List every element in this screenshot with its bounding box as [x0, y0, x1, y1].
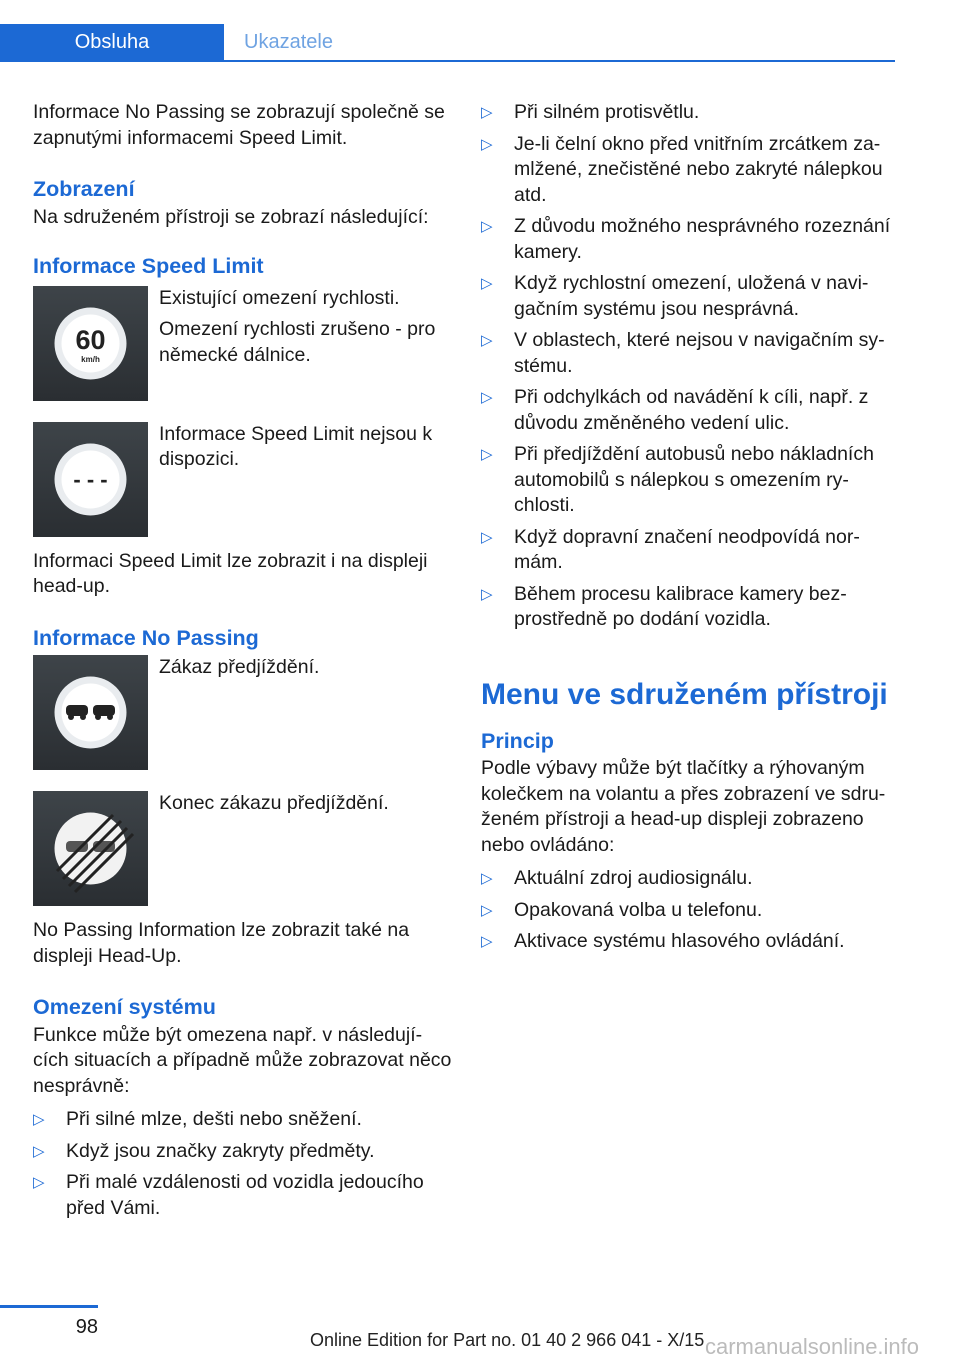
speed-unit: km/h: [81, 354, 100, 364]
heading-speed-limit: Informace Speed Limit: [33, 254, 264, 278]
list-item: ▷ Při silném protisvětlu.: [481, 100, 899, 126]
triangle-bullet-icon: ▷: [481, 870, 493, 887]
dashes-text: - - -: [73, 466, 108, 492]
list-item: ▷ Při předjíždění autobusů nebo nákladních automobilů s nálepkou s omezením ry-chlosti.: [481, 443, 874, 516]
heading-no-passing: Informace No Passing: [33, 625, 259, 650]
tab-ukazatele[interactable]: Ukazatele: [244, 31, 333, 53]
heading-menu: Menu ve sdruženém přístroji: [481, 677, 888, 711]
list-item: ▷ Aktivace systému hlasového ovládání.: [481, 929, 899, 955]
sign3-text: Zákaz předjíždění.: [159, 656, 320, 678]
tab-obsluha[interactable]: Obsluha: [0, 24, 224, 60]
intro-text: Informace No Passing se zobrazují společně se zapnutými informacemi Speed Limit.: [33, 101, 445, 149]
triangle-bullet-icon: ▷: [33, 1174, 45, 1191]
omezeni-text: Funkce může být omezena např. v následují-cích situacích a případně může zobrazovat něco nesprávně:: [33, 1023, 452, 1097]
list-item: ▷ Když rychlostní omezení, uložená v navi-gačním systému jsou nesprávná.: [481, 272, 869, 320]
triangle-bullet-icon: ▷: [33, 1111, 45, 1128]
heading-zobrazeni: Zobrazení: [33, 177, 135, 201]
list-item: ▷ Opakovaná volba u telefonu.: [481, 898, 899, 924]
heading-omezeni: Omezení systému: [33, 995, 216, 1019]
princip-text: Podle výbavy může být tlačítky a rýhovaným kolečkem na volantu a přes zobrazení ve sdru-ženém přístroji a head-up displeji zobrazeno nebo ovládáno:: [481, 757, 886, 856]
sign2-text: Informace Speed Limit nejsou k dispozici.: [159, 422, 433, 470]
watermark-text: carmanualsonline.info: [705, 1334, 920, 1359]
end-no-passing-sign-image: [33, 791, 148, 906]
triangle-bullet-icon: ▷: [481, 446, 493, 463]
sign-unavailable-row: [33, 422, 453, 537]
triangle-bullet-icon: ▷: [481, 275, 493, 292]
list-item: ▷ V oblastech, které nejsou v navigačním sy-stému.: [481, 329, 885, 377]
triangle-bullet-icon: ▷: [481, 218, 493, 235]
list-item: ▷ Při malé vzdálenosti od vozidla jedoucího před Vámi.: [33, 1171, 424, 1219]
right-bullet-list: [481, 100, 899, 633]
left-column: [33, 100, 453, 1227]
speed-unavailable-sign-image: [33, 422, 148, 537]
zobrazeni-text: Na sdruženém přístroji se zobrazí následující:: [33, 205, 429, 228]
list-item: ▷ Při odchylkách od navádění k cíli, např. z důvodu změněného vedení ulic.: [481, 386, 869, 434]
triangle-bullet-icon: ▷: [481, 528, 493, 546]
speed-number: 60: [75, 324, 106, 355]
triangle-bullet-icon: ▷: [481, 933, 493, 950]
left-bullet-list: [33, 1107, 453, 1221]
speed-60-sign-image: [33, 286, 148, 401]
header-divider: [0, 60, 895, 62]
list-item: ▷ Když jsou značky zakryty předměty.: [33, 1139, 453, 1165]
list-item: ▷ Aktuální zdroj audiosignálu.: [481, 866, 899, 892]
triangle-bullet-icon: ▷: [481, 135, 493, 153]
right-column: [481, 100, 899, 961]
list-item: ▷ Je-li čelní okno před vnitřním zrcátkem za-mlžené, znečistěné nebo zakryté nálepkou atd.: [481, 132, 883, 206]
list-item: ▷ Během procesu kalibrace kamery bez-prostředně po dodání vozidla.: [481, 582, 847, 630]
sign1-text-2: Omezení rychlosti zrušeno - pro německé dálnice.: [159, 318, 436, 366]
headup-text: Informaci Speed Limit lze zobrazit i na displeji head-up.: [33, 549, 428, 597]
triangle-bullet-icon: ▷: [481, 585, 493, 603]
sign-end-no-passing-row: [33, 791, 453, 906]
sign4-text: Konec zákazu předjíždění.: [159, 792, 389, 814]
triangle-bullet-icon: ▷: [481, 389, 493, 406]
triangle-bullet-icon: ▷: [481, 901, 493, 919]
no-passing-sign-image: [33, 655, 148, 770]
list-item: ▷ Z důvodu možného nesprávného rozeznání kamery.: [481, 215, 891, 263]
page-number: 98: [75, 1316, 98, 1338]
heading-princip: Princip: [481, 728, 554, 753]
list-item: ▷ Při silné mlze, dešti nebo sněžení.: [33, 1107, 453, 1133]
right-bullet-list-2: [481, 866, 899, 955]
sign1-text-1: Existující omezení rychlosti.: [159, 286, 400, 309]
edition-text: Online Edition for Part no. 01 40 2 966 041 - X/15: [310, 1330, 705, 1350]
list-item: ▷ Když dopravní značení neodpovídá nor-mám.: [481, 525, 860, 573]
footer-accent-line: [0, 1305, 98, 1308]
triangle-bullet-icon: ▷: [481, 104, 493, 121]
sign-speed-60-row: [33, 286, 453, 401]
no-passing-headup-text: No Passing Information lze zobrazit také na displeji Head-Up.: [33, 919, 410, 967]
header-tabs: [0, 24, 895, 62]
sign-no-passing-row: [33, 655, 453, 770]
triangle-bullet-icon: ▷: [481, 332, 493, 349]
triangle-bullet-icon: ▷: [33, 1142, 45, 1160]
